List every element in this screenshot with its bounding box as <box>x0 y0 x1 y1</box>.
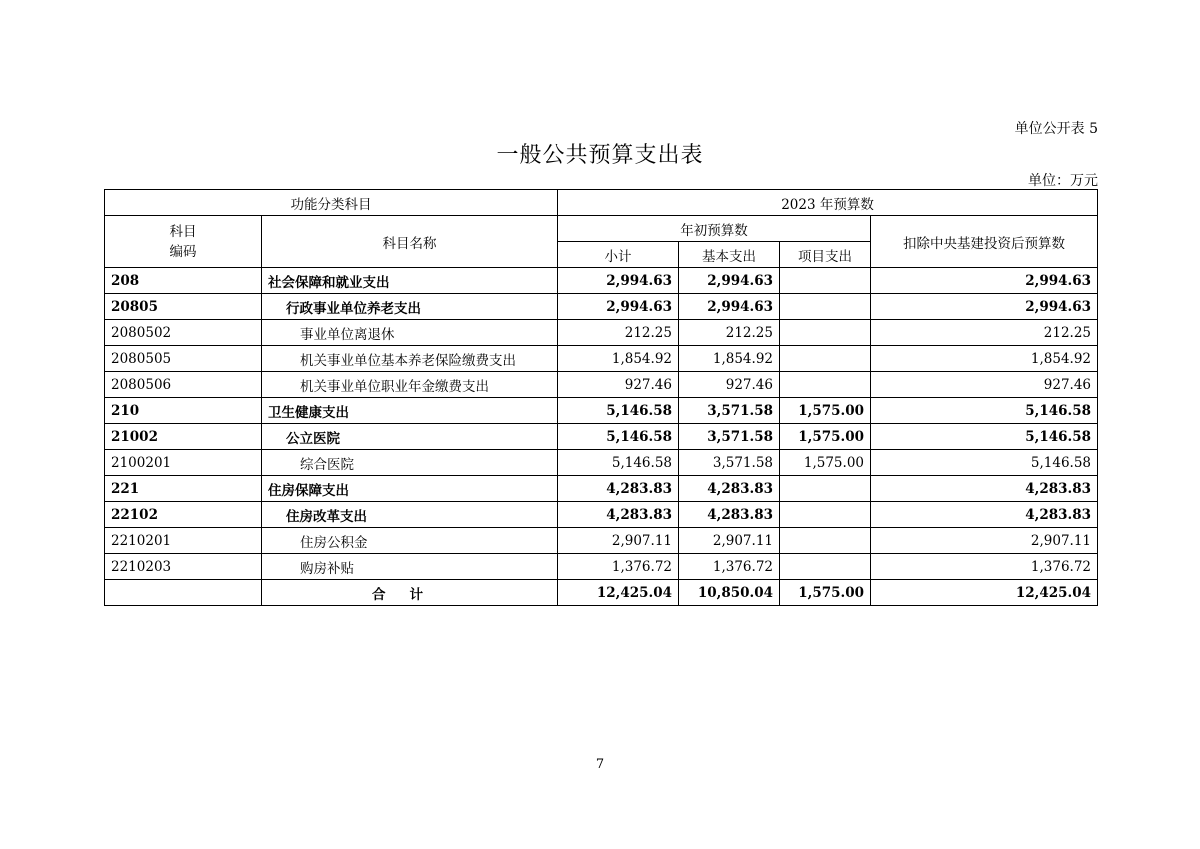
project-expenditure-cell <box>780 502 871 528</box>
subject-code-cell: 2080505 <box>105 346 262 372</box>
subject-code-cell: 2100201 <box>105 450 262 476</box>
total-project: 1,575.00 <box>780 580 871 606</box>
adjusted-budget-cell: 5,146.58 <box>871 450 1098 476</box>
subject-name-cell: 社会保障和就业支出 <box>262 268 558 294</box>
table-row <box>105 476 1098 502</box>
table-row <box>105 398 1098 424</box>
subject-code-cell: 2210203 <box>105 554 262 580</box>
basic-expenditure-cell: 2,907.11 <box>679 528 780 554</box>
basic-expenditure-cell: 3,571.58 <box>679 424 780 450</box>
adjusted-budget-cell: 2,994.63 <box>871 294 1098 320</box>
basic-expenditure-cell: 3,571.58 <box>679 398 780 424</box>
subject-name-cell: 住房改革支出 <box>262 502 558 528</box>
adjusted-budget-cell: 2,907.11 <box>871 528 1098 554</box>
adjusted-budget-cell: 1,376.72 <box>871 554 1098 580</box>
header-subject-name: 科目名称 <box>262 216 558 268</box>
subject-code-cell: 208 <box>105 268 262 294</box>
page-title: 一般公共预算支出表 <box>496 143 704 168</box>
header-row-columns <box>105 216 1098 242</box>
adjusted-budget-cell: 927.46 <box>871 372 1098 398</box>
project-expenditure-cell <box>780 476 871 502</box>
project-expenditure-cell <box>780 320 871 346</box>
adjusted-budget-cell: 5,146.58 <box>871 398 1098 424</box>
subject-name-cell: 机关事业单位职业年金缴费支出 <box>262 372 558 398</box>
header-basic-expenditure: 基本支出 <box>679 242 780 268</box>
basic-expenditure-cell: 3,571.58 <box>679 450 780 476</box>
subject-name-cell: 事业单位离退休 <box>262 320 558 346</box>
table-row <box>105 372 1098 398</box>
total-adjusted: 12,425.04 <box>871 580 1098 606</box>
table-row <box>105 346 1098 372</box>
subtotal-cell: 5,146.58 <box>558 450 679 476</box>
subtotal-cell: 212.25 <box>558 320 679 346</box>
total-row <box>105 580 1098 606</box>
basic-expenditure-cell: 212.25 <box>679 320 780 346</box>
basic-expenditure-cell: 2,994.63 <box>679 294 780 320</box>
subject-code-cell: 2210201 <box>105 528 262 554</box>
adjusted-budget-cell: 4,283.83 <box>871 476 1098 502</box>
subject-code-cell: 210 <box>105 398 262 424</box>
page-number: 7 <box>595 757 605 772</box>
project-expenditure-cell <box>780 294 871 320</box>
adjusted-budget-cell: 5,146.58 <box>871 424 1098 450</box>
project-expenditure-cell: 1,575.00 <box>780 424 871 450</box>
subtotal-cell: 5,146.58 <box>558 424 679 450</box>
table-row <box>105 528 1098 554</box>
table-row <box>105 554 1098 580</box>
subject-name-cell: 卫生健康支出 <box>262 398 558 424</box>
adjusted-budget-cell: 1,854.92 <box>871 346 1098 372</box>
subject-code-cell: 22102 <box>105 502 262 528</box>
project-expenditure-cell: 1,575.00 <box>780 450 871 476</box>
subtotal-cell: 2,907.11 <box>558 528 679 554</box>
subtotal-cell: 1,376.72 <box>558 554 679 580</box>
header-adjusted-budget: 扣除中央基建投资后预算数 <box>871 216 1098 268</box>
adjusted-budget-cell: 2,994.63 <box>871 268 1098 294</box>
subject-code-cell: 20805 <box>105 294 262 320</box>
header-project-expenditure: 项目支出 <box>780 242 871 268</box>
project-expenditure-cell: 1,575.00 <box>780 398 871 424</box>
basic-expenditure-cell: 1,376.72 <box>679 554 780 580</box>
budget-expenditure-table <box>104 189 1098 606</box>
adjusted-budget-cell: 4,283.83 <box>871 502 1098 528</box>
subject-name-cell: 综合医院 <box>262 450 558 476</box>
subtotal-cell: 4,283.83 <box>558 476 679 502</box>
subject-name-cell: 行政事业单位养老支出 <box>262 294 558 320</box>
project-expenditure-cell <box>780 372 871 398</box>
subject-name-cell: 住房公积金 <box>262 528 558 554</box>
table-row <box>105 450 1098 476</box>
project-expenditure-cell <box>780 554 871 580</box>
basic-expenditure-cell: 2,994.63 <box>679 268 780 294</box>
header-budget-year: 2023 年预算数 <box>558 190 1098 216</box>
basic-expenditure-cell: 4,283.83 <box>679 502 780 528</box>
subject-code-cell: 2080506 <box>105 372 262 398</box>
header-subject-code: 科目 编码 <box>105 216 262 268</box>
adjusted-budget-cell: 212.25 <box>871 320 1098 346</box>
unit-label: 单位：万元 <box>1028 173 1098 189</box>
project-expenditure-cell <box>780 268 871 294</box>
basic-expenditure-cell: 1,854.92 <box>679 346 780 372</box>
subject-code-cell: 21002 <box>105 424 262 450</box>
table-row <box>105 294 1098 320</box>
subtotal-cell: 1,854.92 <box>558 346 679 372</box>
subject-code-cell: 2080502 <box>105 320 262 346</box>
project-expenditure-cell <box>780 346 871 372</box>
subject-name-cell: 购房补贴 <box>262 554 558 580</box>
header-functional-category: 功能分类科目 <box>105 190 558 216</box>
subject-name-cell: 机关事业单位基本养老保险缴费支出 <box>262 346 558 372</box>
table-row <box>105 424 1098 450</box>
basic-expenditure-cell: 4,283.83 <box>679 476 780 502</box>
subtotal-cell: 927.46 <box>558 372 679 398</box>
basic-expenditure-cell: 927.46 <box>679 372 780 398</box>
total-label: 合计 <box>262 580 558 606</box>
total-basic: 10,850.04 <box>679 580 780 606</box>
subject-name-cell: 公立医院 <box>262 424 558 450</box>
header-subtotal: 小计 <box>558 242 679 268</box>
subtotal-cell: 5,146.58 <box>558 398 679 424</box>
subtotal-cell: 2,994.63 <box>558 294 679 320</box>
table-row <box>105 502 1098 528</box>
project-expenditure-cell <box>780 528 871 554</box>
table-number-label: 单位公开表 5 <box>1014 121 1098 137</box>
total-subtotal: 12,425.04 <box>558 580 679 606</box>
subject-name-cell: 住房保障支出 <box>262 476 558 502</box>
subtotal-cell: 4,283.83 <box>558 502 679 528</box>
header-initial-budget: 年初预算数 <box>558 216 871 242</box>
total-code-cell <box>105 580 262 606</box>
table-row <box>105 268 1098 294</box>
subject-code-cell: 221 <box>105 476 262 502</box>
table-row <box>105 320 1098 346</box>
subtotal-cell: 2,994.63 <box>558 268 679 294</box>
table-body <box>105 268 1098 580</box>
header-row-group <box>105 190 1098 216</box>
